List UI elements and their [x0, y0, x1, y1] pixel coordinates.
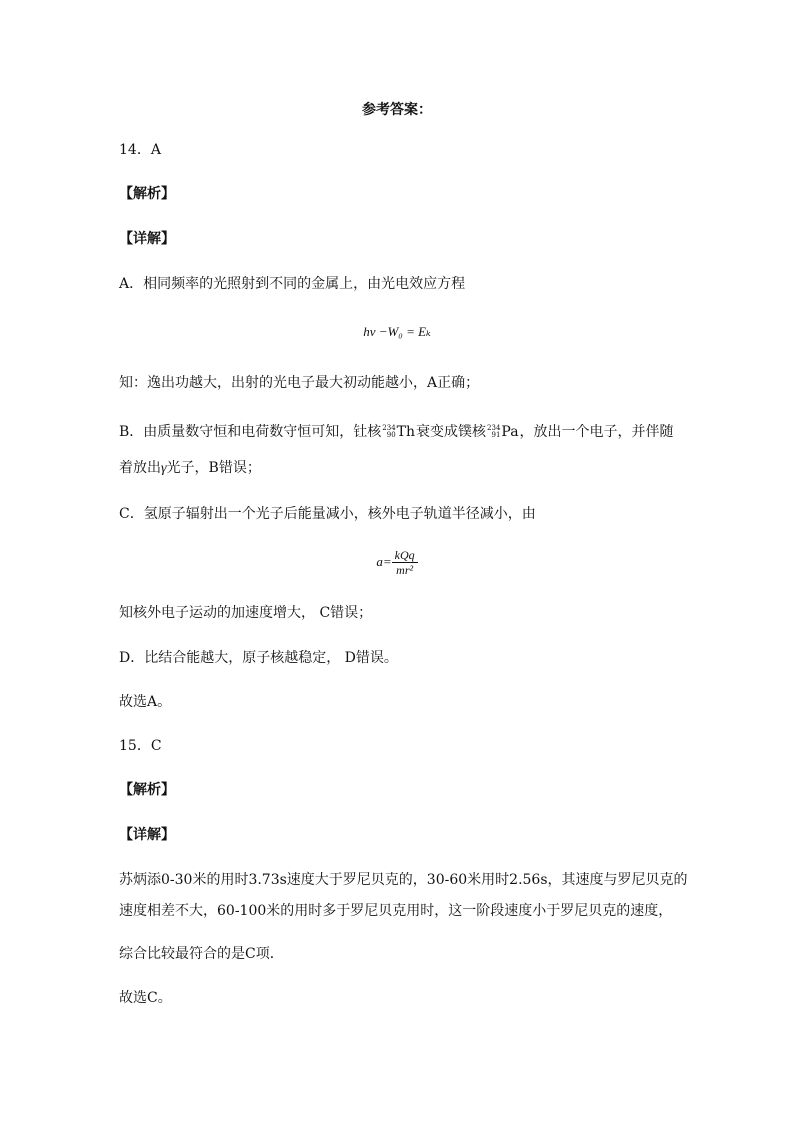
- q14-b2-suffix: 光子，B错误；: [166, 460, 261, 476]
- pa-symbol: Pa: [501, 424, 519, 440]
- thorium-nuclide: [382, 422, 415, 442]
- q14-option-a-conclusion: 知：逸出功越大，出射的光电子最大初动能越小，A正确；: [119, 375, 480, 391]
- q14-option-b-line2: [119, 458, 261, 479]
- answer-title: 参考答案：: [362, 102, 432, 118]
- th-mass-number: 234: [382, 424, 396, 432]
- pa-mass-number: 234: [487, 424, 501, 432]
- q14-option-a: A．相同频率的光照射到不同的金属上，由光电效应方程: [119, 276, 466, 292]
- q15-paragraph-line1: 苏炳添0-30米的用时3.73s速度大于罗尼贝克的，30-60米用时2.56s，其速度与罗尼贝克的: [119, 872, 688, 888]
- q15-conclusion: 故选C。: [119, 990, 172, 1006]
- q15-paragraph-line2: 速度相差不大，60-100米的用时多于罗尼贝克用时，这一阶段速度小于罗尼贝克的速度，: [119, 903, 673, 919]
- q14-number: 14．A: [119, 142, 161, 158]
- protactinium-nuclide: [487, 422, 519, 442]
- gamma-symbol: γ: [161, 461, 167, 476]
- pa-atomic-number: 91: [491, 431, 501, 439]
- q14-conclusion: 故选A。: [119, 694, 172, 710]
- q14-b-prefix: B．由质量数守恒和电荷数守恒可知，钍核: [119, 424, 382, 440]
- q14-detail-tag: 【详解】: [119, 231, 175, 247]
- q14-option-b-line1: [119, 422, 674, 442]
- q14-b2-prefix: 着放出: [119, 460, 161, 476]
- q14-b-suffix: ，放出一个电子，并伴随: [519, 424, 674, 440]
- formula-lhs: a=: [376, 554, 392, 569]
- q14-analysis-tag: 【解析】: [119, 186, 175, 202]
- q14-b-middle: 衰变成镤核: [416, 424, 487, 440]
- q15-paragraph-line3: 综合比较最符合的是C项．: [119, 946, 284, 962]
- formula-denominator: mr²: [396, 563, 414, 577]
- formula-numerator: kQq: [392, 548, 418, 563]
- th-symbol: Th: [396, 424, 416, 440]
- q14-option-c-conclusion: 知核外电子运动的加速度增大， C错误；: [119, 605, 373, 621]
- q15-analysis-tag: 【解析】: [119, 782, 175, 798]
- th-atomic-number: 90: [386, 431, 396, 439]
- q15-number: 15．C: [119, 738, 162, 754]
- q14-option-d: D．比结合能越大，原子核越稳定， D错误。: [119, 650, 398, 666]
- q14-option-c: C．氢原子辐射出一个光子后能量减小，核外电子轨道半径减小，由: [119, 506, 536, 522]
- q15-detail-tag: 【详解】: [119, 827, 175, 843]
- photoelectric-equation: hν −W₀ = Eₖ: [363, 324, 431, 339]
- formula-fraction: [392, 548, 418, 577]
- acceleration-formula: [0, 548, 794, 577]
